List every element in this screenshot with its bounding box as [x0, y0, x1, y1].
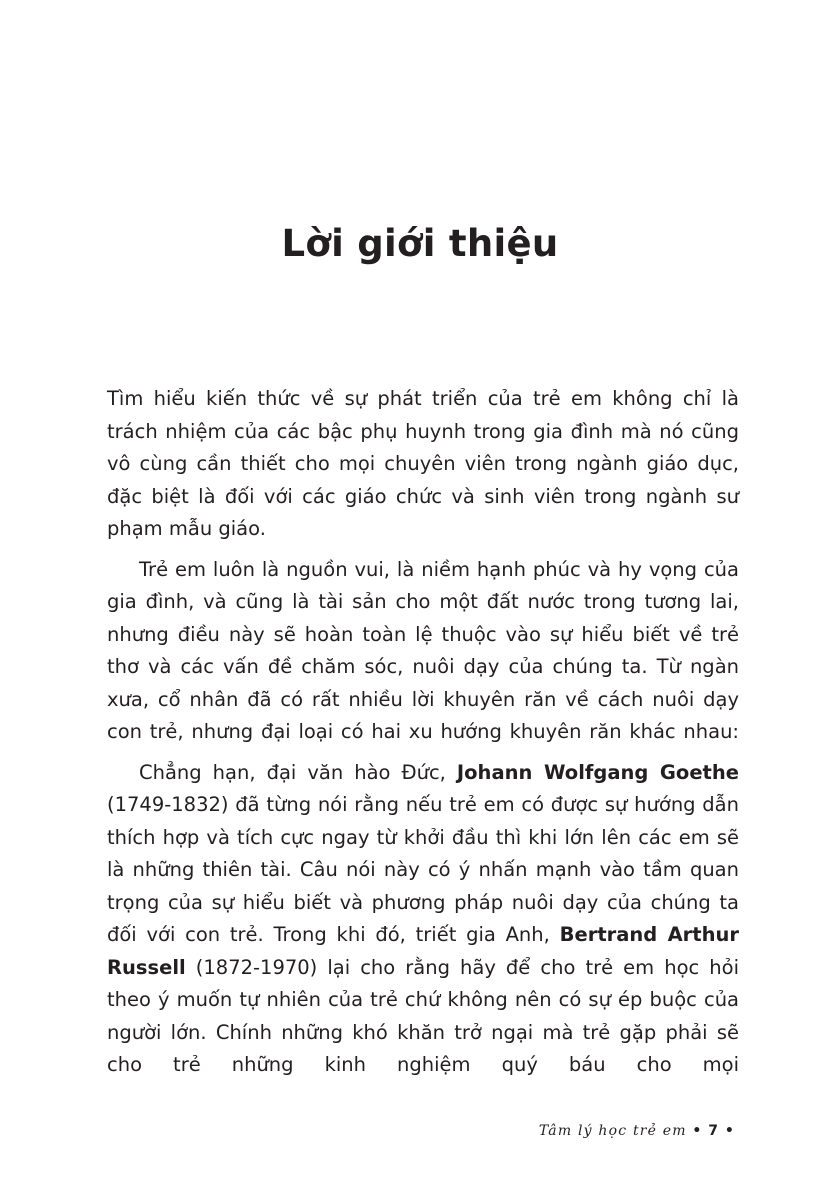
paragraph-1: Tìm hiểu kiến thức về sự phát triển của trẻ em không chỉ là trách nhiệm của các bậc phụ huynh trong gia đình mà nó cũng vô cùng cần thiết cho mọi chuyên viên trong ngành giáo dục, đặc biệt là đối với các giáo chức và sinh viên trong ngành sư phạm mẫu giáo.: [107, 387, 739, 540]
footer-bullet-left: •: [692, 1123, 703, 1139]
footer-book-title: Tâm lý học trẻ em: [538, 1123, 687, 1139]
page-title: Lời giới thiệu: [281, 222, 559, 265]
body-text: [107, 383, 739, 1090]
paragraph-3-text-2: (1749-1832) đã từng nói rằng nếu trẻ em có được sự hướng dẫn thích hợp và tích cực ngay từ khởi đầu thì khi lớn lên các em sẽ là những thiên tài. Câu nói này có ý nhấn mạnh vào tầm quan trọng của sự hiểu biết và phương pháp nuôi dạy của chúng ta đối với con trẻ. Trong khi đó, triết gia Anh,: [107, 793, 739, 946]
paragraph-2: Trẻ em luôn là nguồn vui, là niềm hạnh phúc và hy vọng của gia đình, và cũng là tài sản cho một đất nước trong tương lai, nhưng điều này sẽ hoàn toàn lệ thuộc vào sự hiểu biết về trẻ thơ và các vấn đề chăm sóc, nuôi dạy của chúng ta. Từ ngàn xưa, cổ nhân đã có rất nhiều lời khuyên răn về cách nuôi dạy con trẻ, nhưng đại loại có hai xu hướng khuyên răn khác nhau:: [107, 557, 739, 743]
footer-bullet-right: •: [724, 1123, 735, 1139]
author-name-goethe: Johann Wolfgang Goethe: [456, 760, 739, 784]
paragraph-3-text-3: (1872-1970) lại cho rằng hãy để cho trẻ em học hỏi theo ý muốn tự nhiên của trẻ chứ không nên có sự ép buộc của người lớn. Chính những khó khăn trở ngại mà trẻ gặp phải sẽ cho trẻ những kinh nghiệm quý báu cho mọi: [107, 955, 739, 1076]
author-name-russell: Bertrand Arthur Russell: [107, 923, 740, 979]
paragraph-3: [107, 757, 739, 1082]
paragraph-3-text-1: Chẳng hạn, đại văn hào Đức,: [139, 760, 457, 784]
page-number: 7: [708, 1123, 720, 1139]
page-footer: [539, 1123, 735, 1139]
